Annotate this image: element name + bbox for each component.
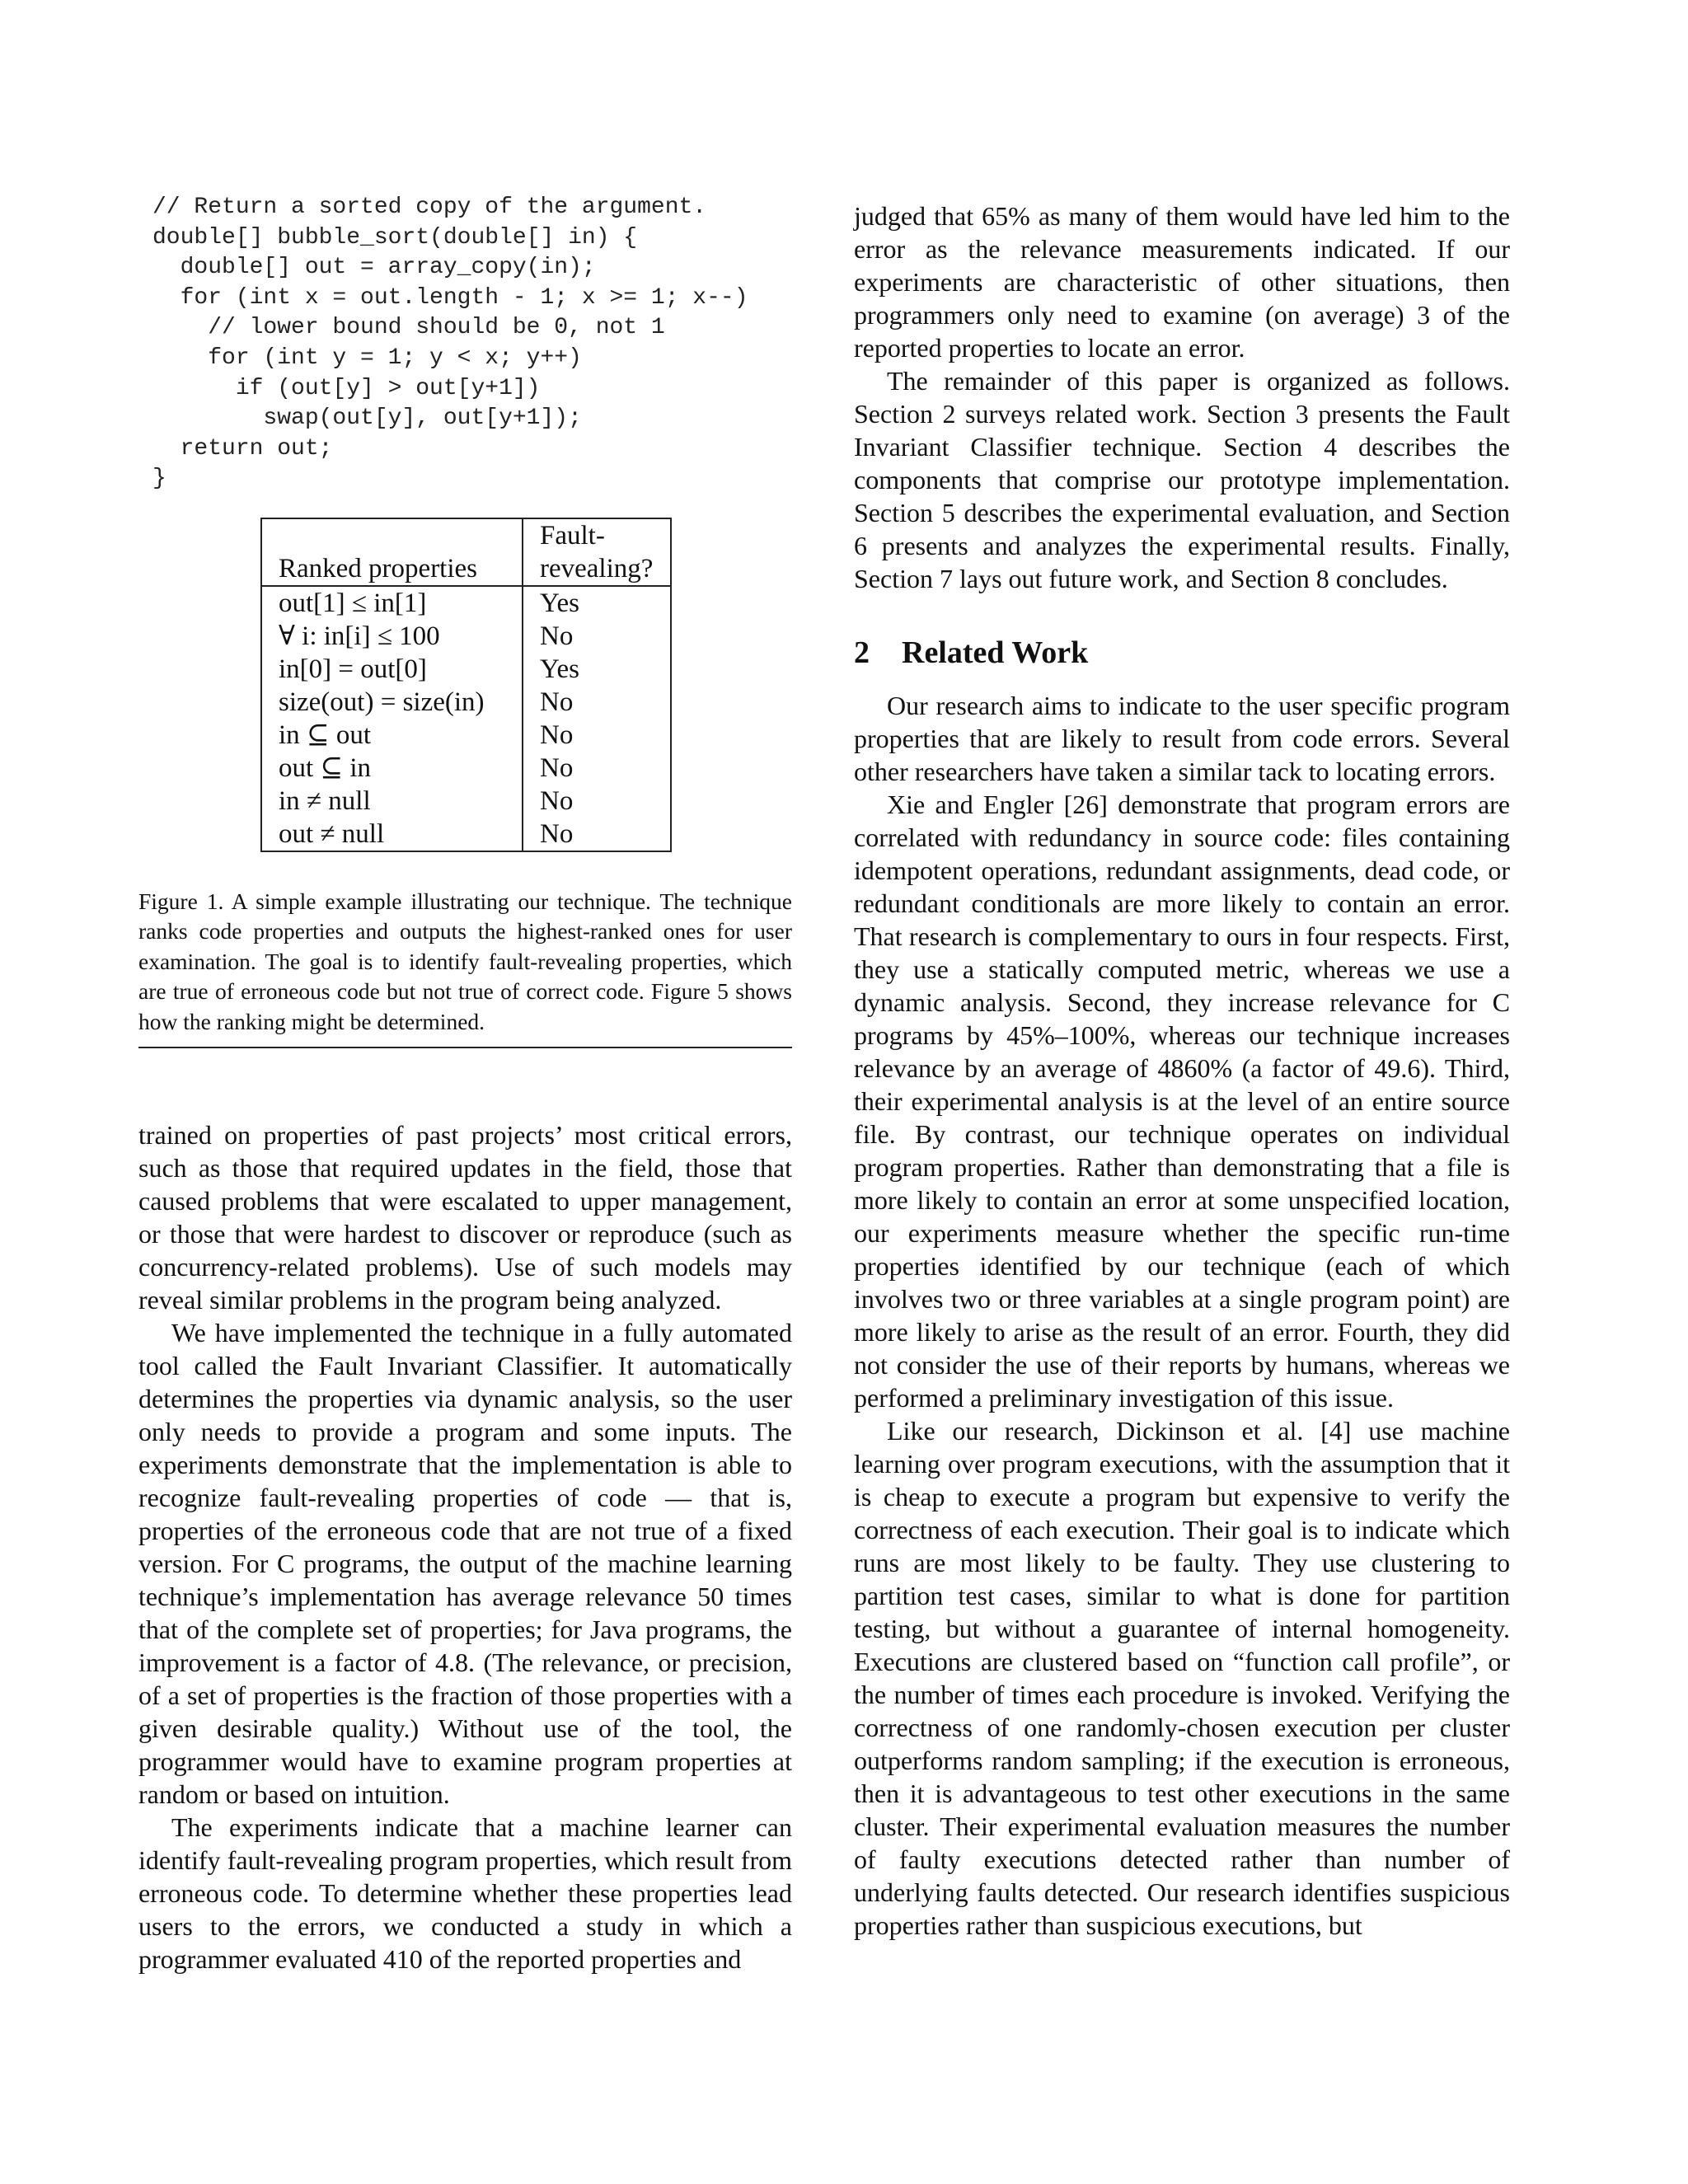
code-line: if (out[y] > out[y+1]) — [152, 375, 541, 401]
property-cell: in ≠ null — [261, 785, 523, 818]
property-cell: out ⊆ in — [261, 752, 523, 785]
fault-revealing-cell: No — [523, 620, 671, 653]
property-cell: in[0] = out[0] — [261, 653, 523, 686]
paragraph: The experiments indicate that a machine learner can identify fault-revealing program properties, which result from erroneous code. To determine whether these properties lead users to the errors, we conducted a study in which a programmer evaluated 410 of the reported properties and — [138, 1812, 792, 1975]
table-row — [261, 620, 671, 653]
table-row — [261, 752, 671, 785]
fault-revealing-cell: No — [523, 752, 671, 785]
paragraph: judged that 65% as many of them would have led him to the error as the relevance measurements indicated. If our experiments are characteristic of other situations, then programmers only need to examine (on average) 3 of the reported properties to locate an error. — [854, 201, 1510, 363]
property-cell: size(out) = size(in) — [261, 686, 523, 719]
code-line: for (int y = 1; y < x; y++) — [152, 344, 582, 371]
property-cell: out ≠ null — [261, 818, 523, 851]
paragraph: trained on properties of past projects’ most critical errors, such as those that required updates in the field, those that caused problems that were escalated to upper management, or those that were hardest to discover or reproduce (such as concurrency-related problems). Use of such models may reveal similar problems in the program being analyzed. — [138, 1120, 792, 1315]
section-title: Related Work — [902, 635, 1089, 670]
left-body-text — [138, 1118, 792, 1975]
right-column — [854, 199, 1510, 1942]
table-row — [261, 653, 671, 686]
code-line: double[] out = array_copy(in); — [152, 255, 596, 281]
fault-revealing-cell: No — [523, 686, 671, 719]
table-row — [261, 686, 671, 719]
property-cell: in ⊆ out — [261, 719, 523, 752]
paragraph: Like our research, Dickinson et al. [4] use machine learning over program executions, with the assumption that it is cheap to execute a program but expensive to verify the correctness of each execution. Their goal is to indicate which runs are most likely to be faulty. They use clustering to partition test cases, similar to what is done for partition testing, but without a guarantee of internal homogeneity. Executions are clustered based on “function call profile”, or the number of times each procedure is invoked. Verifying the correctness of one randomly-chosen execution per cluster outperforms random sampling; if the execution is erroneous, then it is advantageous to test other executions in the same cluster. Their experimental evaluation measures the number of faulty executions detected rather than number of underlying faults detected. Our research identifies suspicious properties rather than suspicious executions, but — [854, 1416, 1510, 1940]
property-cell: ∀ i: in[i] ≤ 100 — [261, 620, 523, 653]
table-row — [261, 719, 671, 752]
table-header-row — [261, 518, 671, 586]
table-row — [261, 818, 671, 851]
figure-caption: Figure 1. A simple example illustrating our technique. The technique ranks code properties and outputs the highest-ranked ones for user examination. The goal is to identify fault-revealing properties, which are true of erroneous code but not true of correct code. Figure 5 shows how the ranking might be determined. — [138, 887, 792, 1049]
code-line: swap(out[y], out[y+1]); — [152, 405, 582, 432]
property-cell: out[1] ≤ in[1] — [261, 586, 523, 620]
code-line: // lower bound should be 0, not 1 — [152, 315, 665, 341]
fault-revealing-cell: No — [523, 719, 671, 752]
code-line: double[] bubble_sort(double[] in) { — [152, 224, 638, 251]
properties-table — [260, 518, 672, 852]
table-row — [261, 785, 671, 818]
fault-revealing-cell: Yes — [523, 586, 671, 620]
code-line: // Return a sorted copy of the argument. — [152, 194, 707, 220]
fault-revealing-cell: No — [523, 785, 671, 818]
fault-revealing-cell: Yes — [523, 653, 671, 686]
section-heading — [854, 635, 1510, 671]
paragraph: The remainder of this paper is organized as follows. Section 2 surveys related work. Section 3 presents the Fault Invariant Classifier technique. Section 4 describes the components that comprise our prototype implementation. Section 5 describes the experimental evaluation, and Section 6 presents and analyzes the experimental results. Finally, Section 7 lays out future work, and Section 8 concludes. — [854, 366, 1510, 593]
code-listing — [152, 193, 792, 494]
fault-revealing-cell: No — [523, 818, 671, 851]
code-line: } — [152, 466, 166, 492]
paragraph: Xie and Engler [26] demonstrate that program errors are correlated with redundancy in source code: files containing idempotent operations, redundant assignments, dead code, or redundant conditionals are more likely to contain an error. That research is complementary to ours in four respects. First, they use a statically computed metric, whereas we use a dynamic analysis. Second, they increase relevance for C programs by 45%–100%, whereas our technique increases relevance by an average of 4860% (a factor of 49.6). Third, their experimental analysis is at the level of an entire source file. By contrast, our technique operates on individual program properties. Rather than demonstrating that a file is more likely to contain an error at some unspecified location, our experiments measure whether the specific run-time properties identified by our technique (each of which involves two or three variables at a single program point) are more likely to arise as the result of an error. Fourth, they did not consider the use of their reports by humans, whereas we performed a preliminary investigation of this issue. — [854, 790, 1510, 1413]
paragraph: Our research aims to indicate to the user specific program properties that are likely to result from code errors. Several other researchers have taken a similar tack to locating errors. — [854, 691, 1510, 786]
code-line: return out; — [152, 435, 333, 462]
section-number: 2 — [854, 635, 870, 670]
header-ranked-properties: Ranked properties — [261, 518, 523, 586]
left-column — [138, 193, 792, 1975]
code-line: for (int x = out.length - 1; x >= 1; x--) — [152, 284, 748, 311]
table-row — [261, 586, 671, 620]
properties-table-wrapper — [260, 518, 792, 852]
header-fault-revealing: Fault-revealing? — [523, 518, 671, 586]
paragraph: We have implemented the technique in a fully automated tool called the Fault Invariant Classifier. It automatically determines the properties via dynamic analysis, so the user only needs to provide a program and some inputs. The experiments demonstrate that the implementation is able to recognize fault-revealing properties of code — that is, properties of the erroneous code that are not true of a fixed version. For C programs, the output of the machine learning technique’s implementation has average relevance 50 times that of the complete set of properties; for Java programs, the improvement is a factor of 4.8. (The relevance, or precision, of a set of properties is the fraction of those properties with a given desirable quality.) Without use of the tool, the programmer would have to examine program properties at random or based on intuition. — [138, 1318, 792, 1810]
